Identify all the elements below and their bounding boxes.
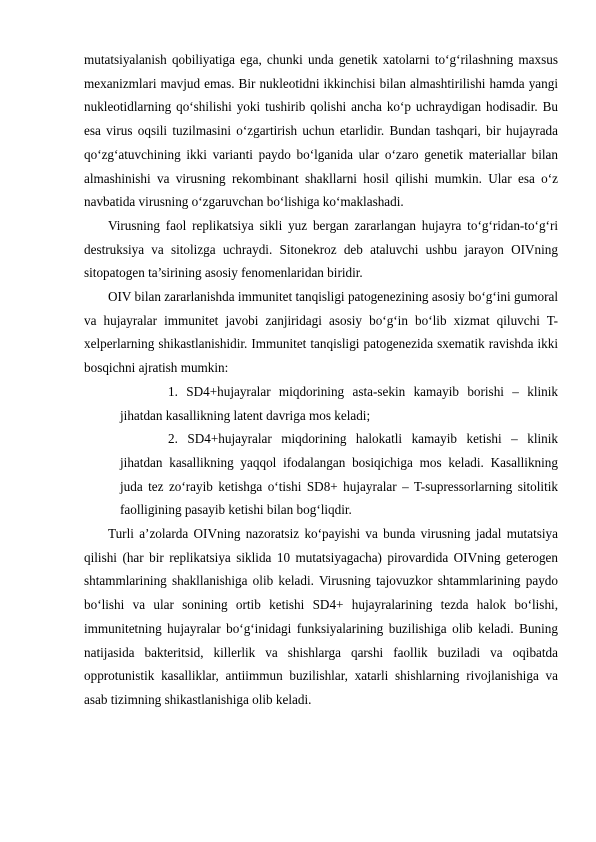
- list-text-1: SD4+hujayralar miqdorining asta-sekin kamayib borishi – klinik jihatdan kasallikning latent davriga mos keladi;: [120, 383, 559, 423]
- stages-list: [84, 380, 558, 522]
- document-page: [84, 48, 558, 712]
- paragraph-1: mutatsiyalanish qobiliyatiga ega, chunki unda genetik xatolarni to‘g‘rilashning maxsus mexanizmlari mavjud emas. Bir nukleotidni ikkinchisi bilan almashtirilishi hamda yangi nukleotidlarning qo‘shilishi yoki tushirib qolishi ancha ko‘p uchraydigan hodisadir. Bu esa virus oqsili tuzilmasini o‘zgartirish uchun etarlidir. Bundan tashqari, bir hujayrada qo‘zg‘atuvchining ikki varianti paydo bo‘lganida ular o‘zaro genetik materiallar bilan almashinishi va virusning rekombinant shakllarni hosil qilishi mumkin. Ular esa o‘z navbatida virusning o‘zgaruvchan bo‘lishiga ko‘maklashadi.: [84, 52, 558, 210]
- paragraph-closing: Turli a’zolarda OIVning nazoratsiz ko‘payishi va bunda virusning jadal mutatsiya qilishi (har bir replikatsiya siklida 10 mutatsiyagacha) pirovardida OIVning geterogen shtammlarining shakllanishiga olib keladi. Virusning tajovuzkor shtammlarining paydo bo‘lishi va ular sonining ortib ketishi SD4+ hujayralarining tezda halok bo‘lishi, immunitetning hujayralar bo‘g‘inidagi funksiyalarining buzilishiga olib keladi. Buning natijasida bakteritsid, killerlik va shishlarga qarshi faollik buziladi va oqibatda opprotunistik kasalliklar, antiimmun buzilishlar, xatarli shishlarning rivojlanishiga va asab tizimning shikastlanishiga olib keladi.: [84, 526, 558, 707]
- list-number-1: 1.: [168, 383, 178, 399]
- list-number-2: 2.: [168, 431, 178, 447]
- paragraph-3: OIV bilan zararlanishda immunitet tanqisligi patogenezining asosiy bo‘g‘ini gumoral va hujayralar immunitet javobi zanjiridagi asosiy bo‘g‘in bo‘lib xizmat qiluvchi T-xelperlarning shikastlanishidir. Immunitet tanqisligi patogenezida sxematik ravishda ikki bosqichni ajratish mumkin:: [84, 289, 558, 376]
- list-item-2: [120, 427, 558, 522]
- list-item-1: [120, 380, 558, 427]
- list-text-2: SD4+hujayralar miqdorining halokatli kamayib ketishi – klinik jihatdan kasallikning yaqqol ifodalangan bosiqichiga mos keladi. Kasallikning juda tez zo‘rayib ketishga o‘tishi SD8+ hujayralar – T-supressorlarning sitolitik faolligining pasayib ketishi bilan bog‘liqdir.: [120, 431, 558, 518]
- paragraph-2: Virusning faol replikatsiya sikli yuz bergan zararlangan hujayra to‘g‘ridan-to‘g‘ri destruksiya va sitolizga uchraydi. Sitonekroz deb ataluvchi ushbu jarayon OIVning sitopatogen ta’sirining asosiy fenomenlaridan biridir.: [84, 217, 558, 281]
